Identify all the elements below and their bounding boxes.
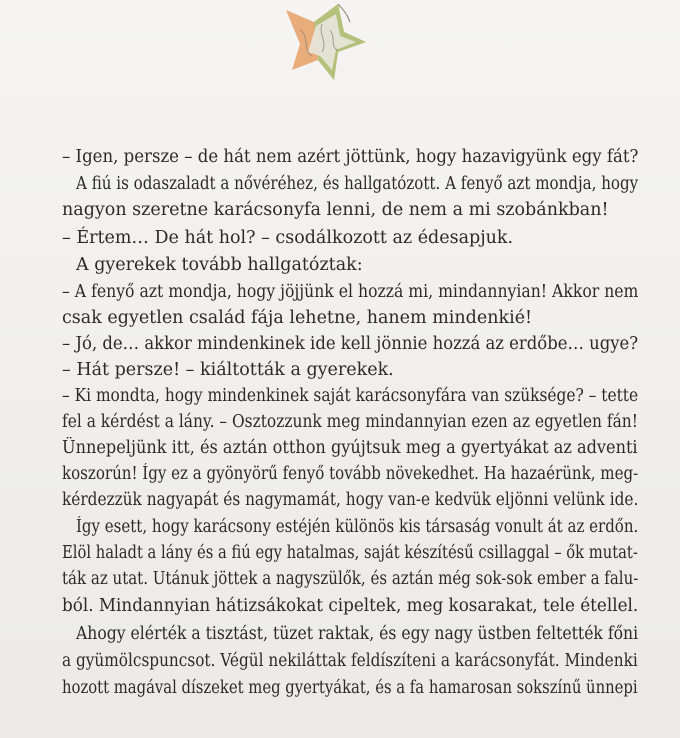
text-line: Így esett, hogy karácsony estéjén különös kis társaság vonult át az erdőn. [76, 517, 639, 537]
text-line: – Igen, persze – de hát nem azért jöttünk, hogy hazavigyünk egy fát? [62, 147, 639, 167]
text-line: – Ki mondta, hogy mindenkinek saját karácsonyfára van szüksége? – tette [62, 386, 639, 406]
text-line: ból. Mindannyian hátizsákokat cipeltek, meg kosarakat, tele étellel. [62, 596, 639, 616]
text-line: – Hát persze! – kiáltották a gyerekek. [62, 360, 394, 380]
text-line: nagyon szeretne karácsonyfa lenni, de nem a mi szobánkban! [62, 200, 609, 220]
text-line: A fiú is odaszaladt a nővéréhez, és hallgatózott. A fenyő azt mondja, hogy [76, 174, 639, 194]
text-line: Ünnepeljünk itt, és aztán otthon gyújtsuk meg a gyertyákat az adventi [62, 438, 638, 458]
text-line: csak egyetlen család fája lehetne, hanem mindenkié! [62, 308, 533, 328]
text-line: fel a kérdést a lány. – Osztozzunk meg mindannyian ezen az egyetlen fán! [62, 412, 638, 432]
text-line: kérdezzük nagyapát és nagymamát, hogy van-e kedvük eljönni velünk ide. [62, 490, 639, 510]
text-line: Ahogy elérték a tisztást, tüzet raktak, és egy nagy üstben feltették főni [76, 624, 639, 644]
text-line: hozott magával díszeket meg gyertyákat, és a fa hamarosan sokszínű ünnepi [62, 678, 638, 698]
text-line: a gyümölcspuncsot. Végül nekiláttak feldíszíteni a karácsonyfát. Mindenki [62, 651, 638, 671]
text-line: ták az utat. Utánuk jöttek a nagyszülők, és aztán még sok-sok ember a falu- [62, 569, 639, 589]
text-line: Elöl haladt a lány és a fiú egy hatalmas, saját készítésű csillaggal – ők mutat- [62, 543, 638, 563]
text-line: – A fenyő azt mondja, hogy jöjjünk el hozzá mi, mindannyian! Akkor nem [62, 282, 639, 302]
text-line: – Jó, de… akkor mindenkinek ide kell jönnie hozzá az erdőbe… ugye? [62, 334, 639, 354]
text-line: A gyerekek tovább hallgatóztak: [76, 255, 363, 275]
text-line: – Értem… De hát hol? – csodálkozott az édesapjuk. [62, 228, 514, 248]
text-line: koszorún! Így ez a gyönyörű fenyő tovább növekedhet. Ha hazaérünk, meg- [62, 464, 639, 484]
